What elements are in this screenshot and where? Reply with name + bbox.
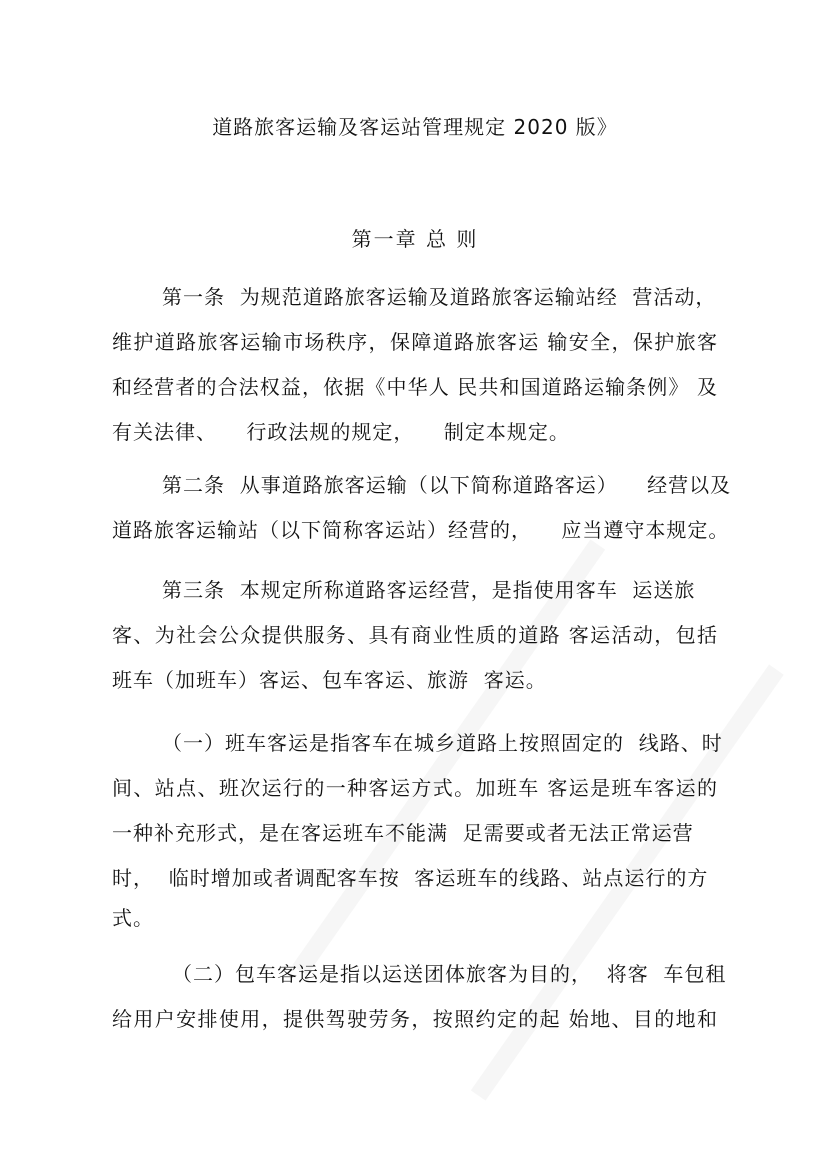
document-title: 道路旅客运输及客运站管理规定 2020 版》 (212, 115, 618, 139)
text-line: （二）包车客运是指以运送团体旅客为目的， 将客 车包租 (172, 962, 727, 986)
text-line: 第一条 为规范道路旅客运输及道路旅客运输站经 营活动， (162, 285, 717, 309)
text-line: 式。 (112, 906, 154, 930)
text-line: 时， 临时增加或者调配客车按 客运班车的线路、站点运行的方 (112, 866, 709, 890)
text-line: 给用户安排使用，提供驾驶劳务，按照约定的起 始地、目的地和 (112, 1007, 718, 1031)
text-line: 和经营者的合法权益，依据《中华人 民共和国道路运输条例》 及 (112, 375, 718, 399)
text-line: 班车（加班车）客运、包车客运、旅游 客运。 (112, 668, 547, 692)
text-line: 第三条 本规定所称道路客运经营，是指使用客车 运送旅 (162, 578, 696, 602)
text-line: 道路旅客运输站（以下简称客运站）经营的， 应当遵守本规定。 (112, 518, 730, 542)
text-line: 第二条 从事道路旅客运输（以下简称道路客运） 经营以及 (162, 473, 732, 497)
text-line: 有关法律、 行政法规的规定， 制定本规定。 (112, 420, 570, 444)
text-line: 维护道路旅客运输市场秩序，保障道路旅客运 输安全，保护旅客 (112, 330, 718, 354)
text-line: 客、为社会公众提供服务、具有商业性质的道路 客运活动，包括 (112, 623, 718, 647)
chapter-heading: 第一章 总 则 (351, 227, 479, 251)
text-line: （一）班车客运是指客车在城乡道路上按照固定的 线路、时 (162, 731, 723, 755)
text-line: 一种补充形式，是在客运班车不能满 足需要或者无法正常运营 (112, 821, 694, 845)
text-line: 间、站点、班次运行的一种客运方式。加班车 客运是班车客运的 (112, 776, 718, 800)
